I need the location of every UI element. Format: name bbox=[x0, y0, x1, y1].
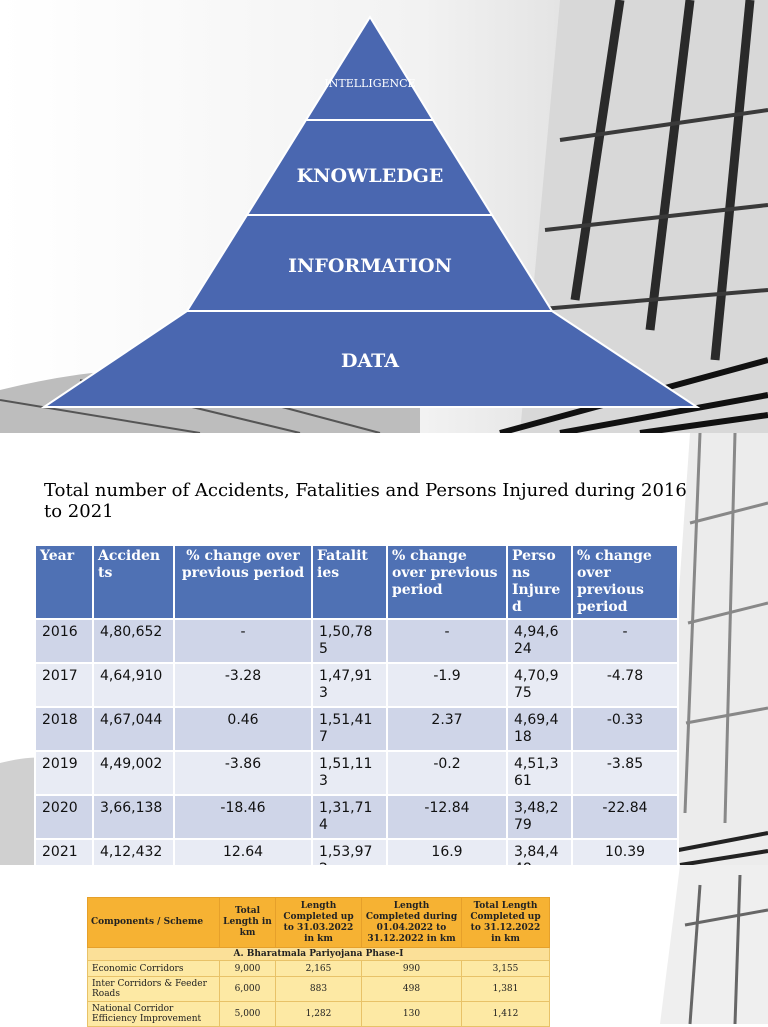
cell-upto: 1,282 bbox=[276, 1002, 362, 1027]
table-row bbox=[35, 707, 678, 751]
header-completed-during: Length Completed during 01.04.2022 to 31.12.2022 in km bbox=[362, 898, 462, 948]
bharatmala-table bbox=[87, 897, 550, 1027]
cell-fatalities-change: 16.9 bbox=[387, 839, 507, 883]
header-total-length: Total Length in km bbox=[220, 898, 276, 948]
cell-injured: 4,94,6 24 bbox=[507, 619, 572, 663]
cell-injured-change: 10.39 bbox=[572, 839, 678, 883]
cell-year: 2019 bbox=[35, 751, 93, 795]
cell-injured: 3,84,4 bbox=[507, 839, 572, 883]
cell-accidents-change: -3.28 bbox=[174, 663, 312, 707]
cell-fatalities: 1,47,91 3 bbox=[312, 663, 387, 707]
cell-injured: 4,69,4 18 bbox=[507, 707, 572, 751]
cell-fatalities-change: -12.84 bbox=[387, 795, 507, 839]
section-title: A. Bharatmala Pariyojana Phase-I bbox=[88, 948, 550, 961]
table-row bbox=[88, 1002, 550, 1027]
cell-accidents: 4,49,002 bbox=[93, 751, 174, 795]
cell-injured: 3,48,2 79 bbox=[507, 795, 572, 839]
accidents-slide bbox=[0, 433, 768, 865]
cell-year: 2018 bbox=[35, 707, 93, 751]
header-accidents: Acciden ts bbox=[93, 545, 174, 619]
header-injured-change: % change over previous period bbox=[572, 545, 678, 619]
cell-accidents: 4,64,910 bbox=[93, 663, 174, 707]
table-row bbox=[35, 795, 678, 839]
cell-accidents-change: - bbox=[174, 619, 312, 663]
cell-year: 2021 bbox=[35, 839, 93, 883]
table-header-row bbox=[35, 545, 678, 619]
table-row bbox=[35, 663, 678, 707]
cell-injured: 4,51,3 61 bbox=[507, 751, 572, 795]
header-fatalities: Fatalit ies bbox=[312, 545, 387, 619]
cell-upto: 2,165 bbox=[276, 961, 362, 977]
cell-total: 6,000 bbox=[220, 977, 276, 1002]
cell-fatalities-change: -0.2 bbox=[387, 751, 507, 795]
cell-scheme: Economic Corridors bbox=[88, 961, 220, 977]
cell-injured-change: - bbox=[572, 619, 678, 663]
cell-during: 498 bbox=[362, 977, 462, 1002]
cell-fatalities: 1,51,41 7 bbox=[312, 707, 387, 751]
cell-fatalities: 1,31,71 4 bbox=[312, 795, 387, 839]
cell-fatalities-change: -1.9 bbox=[387, 663, 507, 707]
cell-completed: 3,155 bbox=[462, 961, 550, 977]
table-row bbox=[88, 961, 550, 977]
cell-year: 2016 bbox=[35, 619, 93, 663]
cell-accidents: 4,12,432 bbox=[93, 839, 174, 883]
header-components: Components / Scheme bbox=[88, 898, 220, 948]
cell-accidents-change: -18.46 bbox=[174, 795, 312, 839]
header-injured: Perso ns Injure d bbox=[507, 545, 572, 619]
pyramid-label-knowledge: KNOWLEDGE bbox=[296, 165, 444, 187]
header-completed-upto: Length Completed up to 31.03.2022 in km bbox=[276, 898, 362, 948]
pyramid-label-intelligence: INTELLIGENCE bbox=[324, 77, 416, 90]
cell-injured-change: -22.84 bbox=[572, 795, 678, 839]
header-accidents-change: % change over previous period bbox=[174, 545, 312, 619]
cell-fatalities-change: - bbox=[387, 619, 507, 663]
cell-fatalities: 1,51,11 3 bbox=[312, 751, 387, 795]
cell-fatalities: 1,50,78 5 bbox=[312, 619, 387, 663]
accidents-table bbox=[34, 544, 679, 884]
cell-scheme: National Corridor Efficiency Improvement bbox=[88, 1002, 220, 1027]
cell-accidents-change: 12.64 bbox=[174, 839, 312, 883]
cell-total: 9,000 bbox=[220, 961, 276, 977]
header-fatalities-change: % change over previous period bbox=[387, 545, 507, 619]
cell-year: 2020 bbox=[35, 795, 93, 839]
cell-accidents: 4,67,044 bbox=[93, 707, 174, 751]
pyramid-label-data: DATA bbox=[340, 350, 400, 372]
cell-completed: 1,412 bbox=[462, 1002, 550, 1027]
table-row bbox=[35, 619, 678, 663]
cell-fatalities: 1,53,97 bbox=[312, 839, 387, 883]
cell-injured-change: -4.78 bbox=[572, 663, 678, 707]
cell-accidents-change: 0.46 bbox=[174, 707, 312, 751]
cell-year: 2017 bbox=[35, 663, 93, 707]
cell-injured-change: -0.33 bbox=[572, 707, 678, 751]
cell-accidents-change: -3.86 bbox=[174, 751, 312, 795]
cell-scheme: Inter Corridors & Feeder Roads bbox=[88, 977, 220, 1002]
pyramid-level-intelligence bbox=[306, 17, 433, 120]
cell-during: 130 bbox=[362, 1002, 462, 1027]
cell-during: 990 bbox=[362, 961, 462, 977]
cell-accidents: 3,66,138 bbox=[93, 795, 174, 839]
bharatmala-slide bbox=[0, 865, 768, 1024]
cell-total: 5,000 bbox=[220, 1002, 276, 1027]
cell-injured: 4,70,9 75 bbox=[507, 663, 572, 707]
cell-fatalities-change: 2.37 bbox=[387, 707, 507, 751]
section-row bbox=[88, 948, 550, 961]
table-row bbox=[35, 751, 678, 795]
cell-upto: 883 bbox=[276, 977, 362, 1002]
cell-accidents: 4,80,652 bbox=[93, 619, 174, 663]
table-row bbox=[88, 977, 550, 1002]
pyramid-slide bbox=[0, 0, 768, 433]
cell-injured-change: -3.85 bbox=[572, 751, 678, 795]
header-year: Year bbox=[35, 545, 93, 619]
table-header-row bbox=[88, 898, 550, 948]
header-total-completed: Total Length Completed up to 31.12.2022 in km bbox=[462, 898, 550, 948]
pyramid-label-information: INFORMATION bbox=[288, 255, 452, 277]
accidents-table-title: Total number of Accidents, Fatalities and Persons Injured during 2016 to 2021 bbox=[44, 480, 687, 522]
cell-completed: 1,381 bbox=[462, 977, 550, 1002]
